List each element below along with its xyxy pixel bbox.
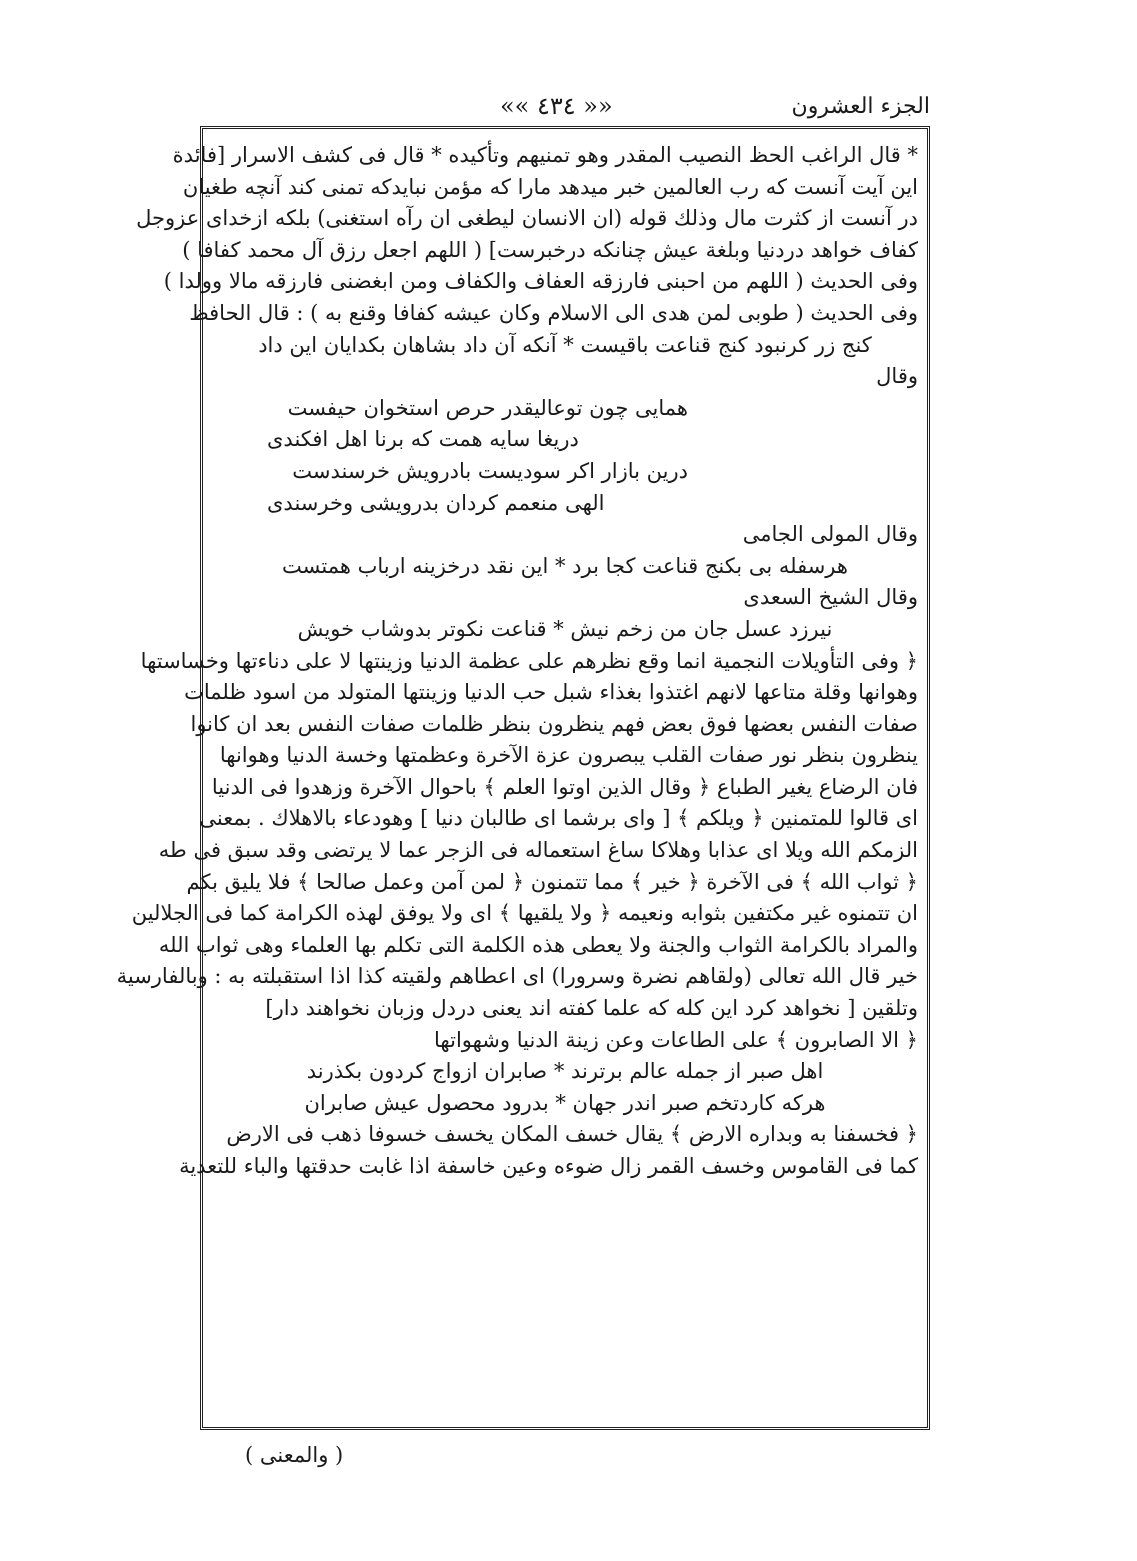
- text-line: ﴿ ثواب الله ﴾ فى الآخرة ﴿ خير ﴾ مما تتمنون ﴿ لمن آمن وعمل صالحا ﴾ فلا يليق بكم: [186, 869, 918, 894]
- verse-line: درين بازار اكر سوديست بادرويش خرسندست: [292, 458, 688, 483]
- text-line: وتلقين [ نخواهد كرد اين كله كه علما كفته اند يعنى دردل وزبان نخواهند دار]: [265, 996, 918, 1021]
- text-line: ﴿ فخسفنا به وبداره الارض ﴾ يقال خسف المكان يخسف خسوفا ذهب فى الارض: [226, 1122, 918, 1147]
- text-line: فان الرضاع يغير الطباع ﴿ وقال الذين اوتوا العلم ﴾ باحوال الآخرة وزهدوا فى الدنيا: [211, 774, 918, 799]
- text-line: وقال الشيخ السعدى: [743, 585, 918, 610]
- verse-line: هركه كاردتخم صبر اندر جهان * بدرود محصول عيش صابران: [304, 1090, 826, 1115]
- text-line: وقال: [876, 364, 918, 389]
- catchword: ( والمعنى ): [245, 1443, 344, 1467]
- verse-line: اهل صبر از جمله عالم برترند * صابران ازواج كردون بكذرند: [306, 1059, 824, 1084]
- text-line: ينظرون بنظر نور صفات القلب يبصرون عزة الآخرة وعظمتها وخسة الدنيا وهوانها: [219, 743, 918, 768]
- text-line: ﴿ وفى التأويلات النجمية انما وقع نظرهم على عظمة الدنيا وزينتها لا على دناءتها وخساستها: [140, 648, 918, 673]
- text-line: والمراد بالكرامة الثواب والجنة ولا يعطى هذه الكلمة التى تكلم بها العلماء وهى ثواب الله: [158, 932, 918, 957]
- text-line: ان تتمنوه غير مكتفين بثوابه ونعيمه ﴿ ولا يلقيها ﴾ اى ولا يوفق لهذه الكرامة كما فى الجلالين: [131, 901, 918, 926]
- verse-line: دريغا سايه همت كه برنا اهل افكندى: [267, 427, 579, 452]
- body-text: [116, 140, 918, 1425]
- text-line: الزمكم الله ويلا اى عذابا وهلاكا ساغ استعماله فى الزجر عما لا يرتضى وقد سبق فى طه: [158, 838, 918, 863]
- verse-line: كنج زر كرنبود كنج قناعت باقيست * آنكه آن داد بشاهان بكدايان اين داد: [258, 332, 872, 357]
- verse-line: همايى چون توعاليقدر حرص استخوان حيفست: [287, 395, 688, 420]
- text-line: * قال الراغب الحظ النصيب المقدر وهو تمنيهم وتأكيده * قال فى كشف الاسرار [فائدة: [172, 143, 918, 167]
- text-line: وفى الحديث ( اللهم من احبنى فارزقه العفاف والكفاف ومن ابغضنى فارزقه مالا وولدا ): [163, 269, 918, 294]
- verse-line: هرسفله بى بكنج قناعت كجا برد * اين نقد درخزينه ارباب همتست: [282, 553, 848, 578]
- running-head: الجزء العشرون: [791, 94, 930, 119]
- text-line: كما فى القاموس وخسف القمر زال ضوءه وعين خاسفة اذا غابت حدقتها والباء للتعدية: [179, 1154, 918, 1178]
- verse-line: الهى منعمم كردان بدرويشى وخرسندى: [267, 490, 605, 515]
- text-line: وهوانها وقلة متاعها لانهم اغتذوا بغذاء شبل حب الدنيا وزينتها المتولد من اسود ظلمات: [184, 680, 918, 705]
- text-line: ﴿ الا الصابرون ﴾ على الطاعات وعن زينة الدنيا وشهواتها: [434, 1027, 918, 1052]
- verse-line: نيرزد عسل جان من زخم نيش * قناعت نكوتر بدوشاب خويش: [297, 616, 833, 641]
- text-line: اين آيت آنست كه رب العالمين خبر ميدهد مارا كه مؤمن نبايدكه تمنى كند آنچه طغيان: [182, 174, 918, 199]
- text-line: وقال المولى الجامى: [742, 522, 918, 547]
- page-header: [200, 92, 930, 126]
- text-line: اى قالوا للمتمنين ﴿ ويلكم ﴾ [ واى برشما اى طالبان دنيا ] وهودعاء بالاهلاك . بمعنى: [199, 806, 918, 831]
- text-line: صفات النفس بعضها فوق بعض فهم ينظرون بنظر ظلمات صفات النفس بعد ان كانوا: [190, 711, 918, 736]
- text-line: وفى الحديث ( طوبى لمن هدى الى الاسلام وكان عيشه كفافا وقنع به ) : قال الحافظ: [189, 300, 918, 325]
- page-number: «« ٤٣٤ »»: [500, 92, 613, 120]
- text-line: كفاف خواهد دردنيا وبلغة عيش چنانكه درخبرست] ( اللهم اجعل رزق آل محمد كفافا ): [182, 237, 918, 262]
- text-line: خير قال الله تعالى (ولقاهم نضرة وسرورا) اى اعطاهم ولقيته كذا اذا استقبلته به : وبالفارسية: [116, 964, 918, 989]
- text-line: در آنست از كثرت مال وذلك قوله (ان الانسان ليطغى ان رآه استغنى) بلكه ازخداى عزوجل: [136, 206, 918, 231]
